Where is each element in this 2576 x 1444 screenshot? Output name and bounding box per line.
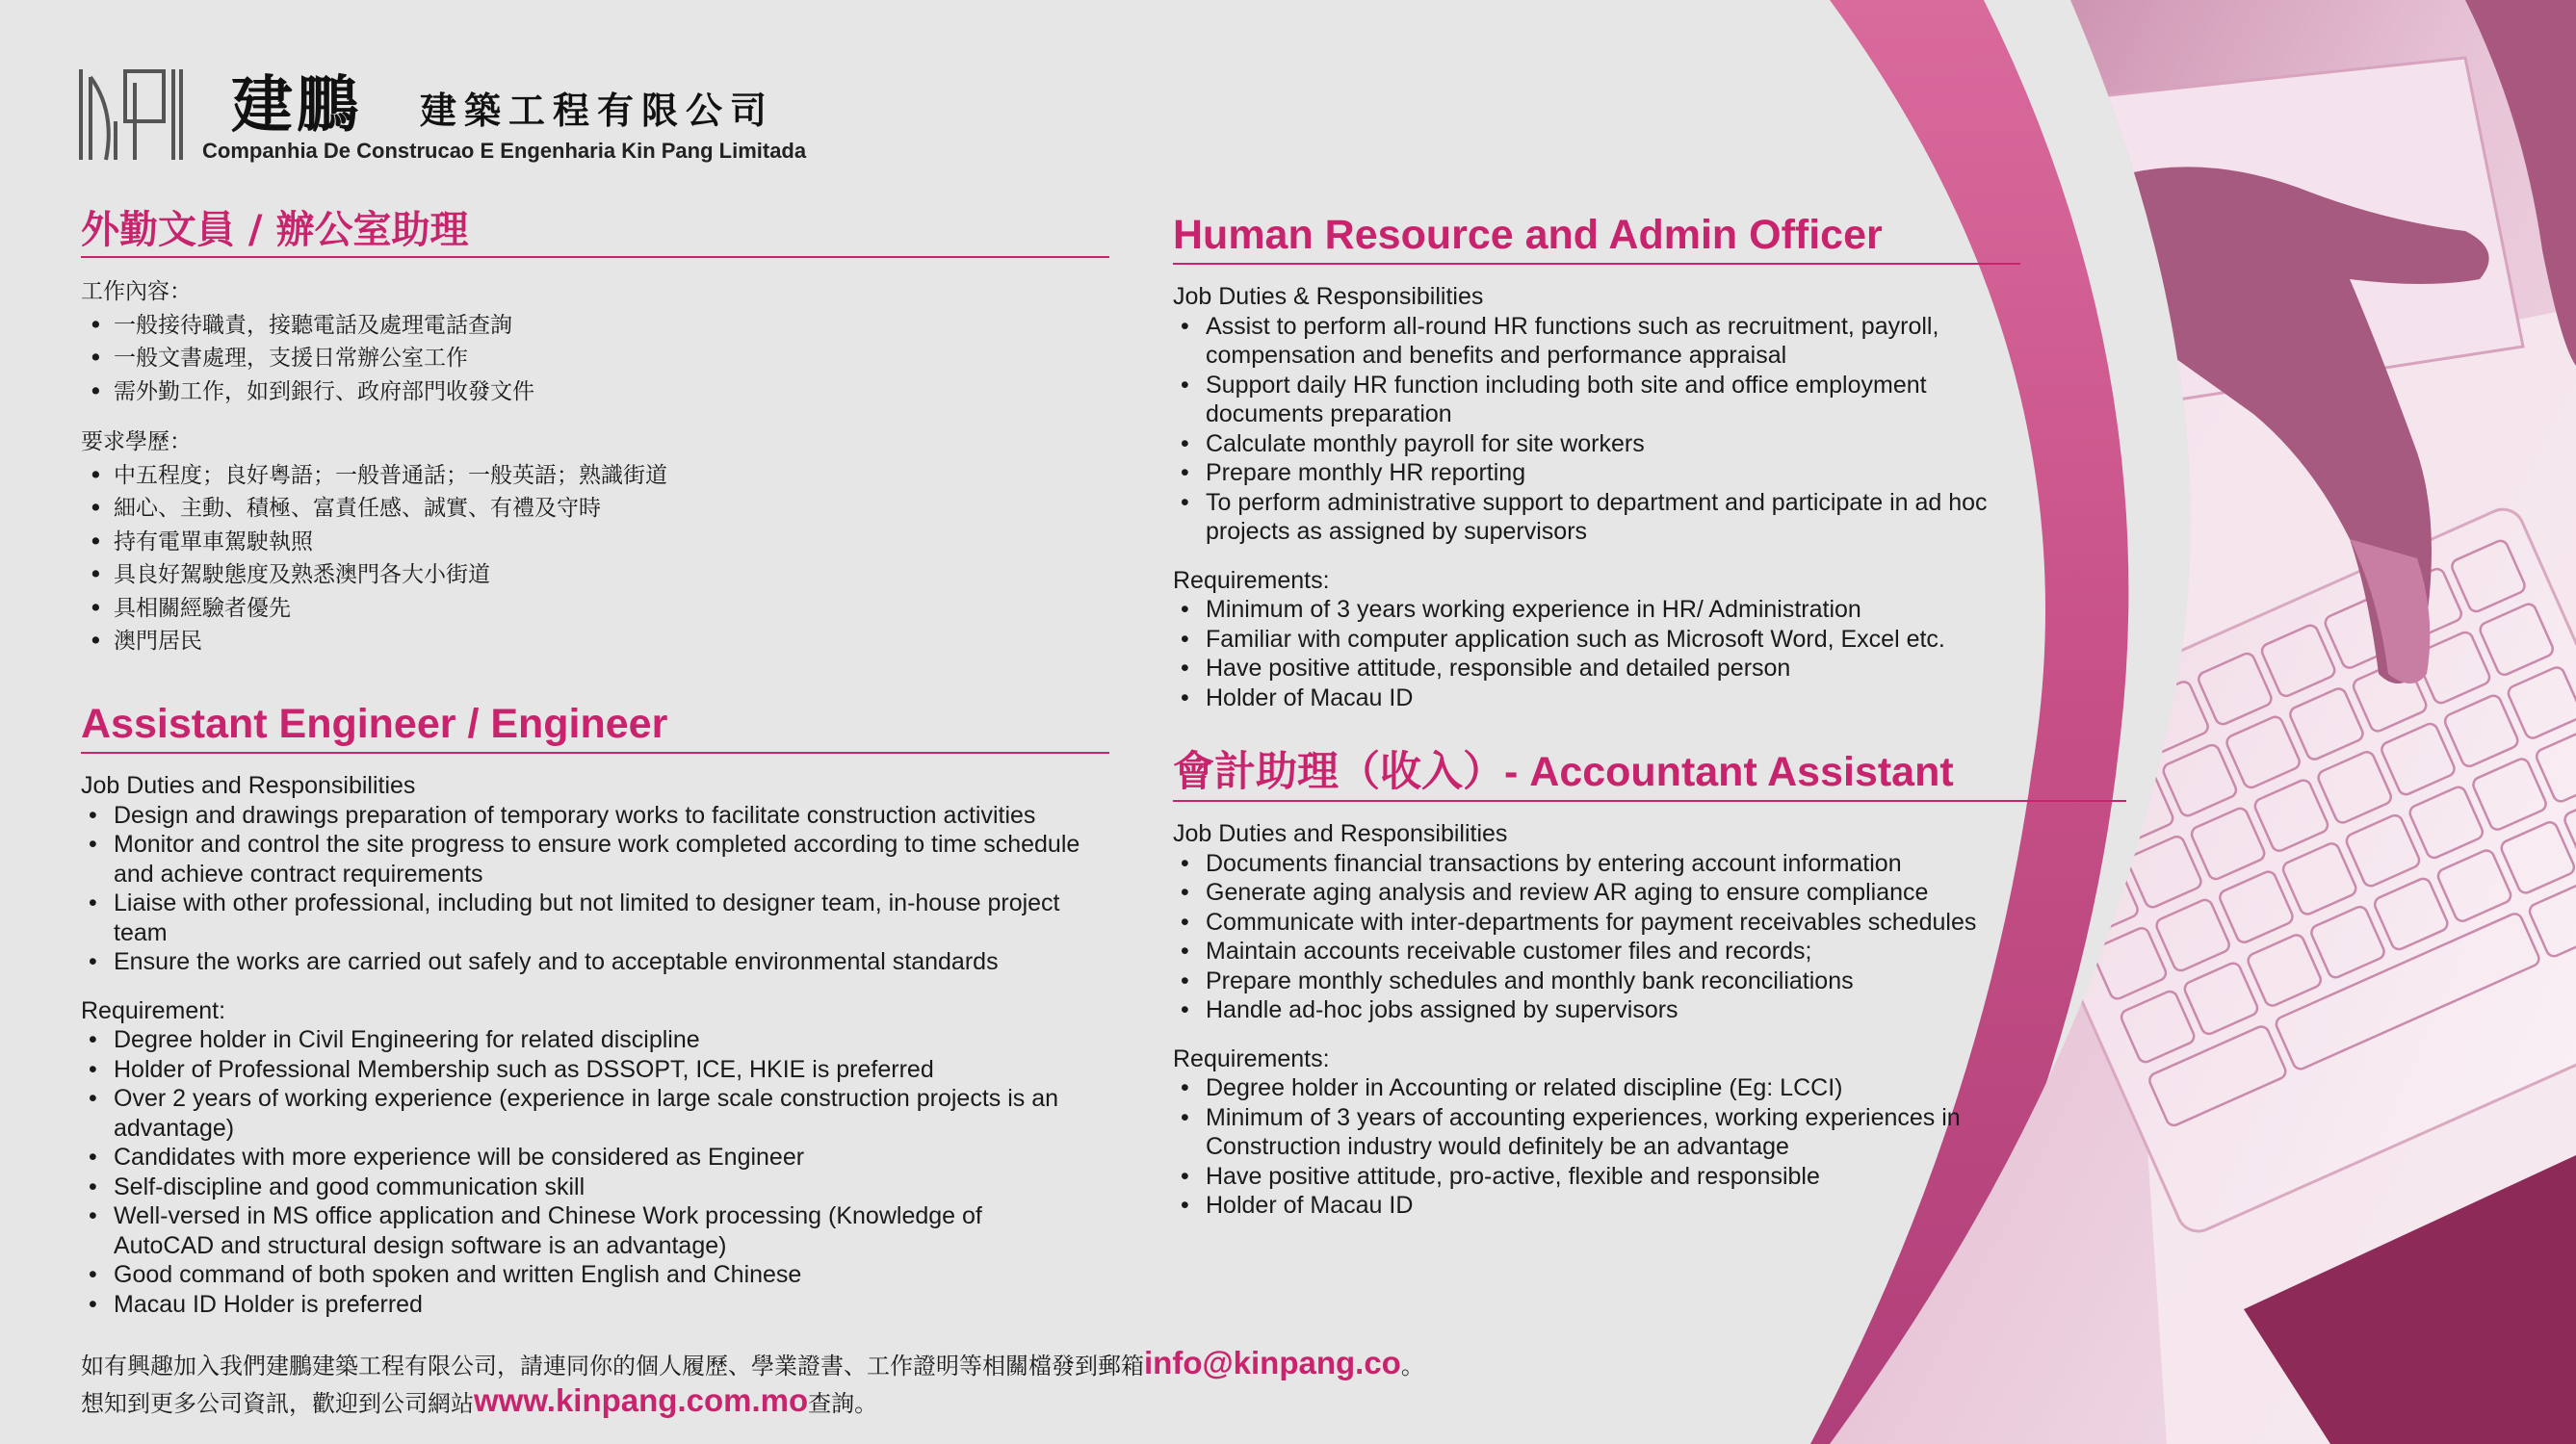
- list-item: • 具相關經驗者優先: [81, 592, 1109, 626]
- company-name-en: Companhia De Construcao E Engenharia Kin Pang Limitada: [202, 139, 807, 163]
- list-item: • 澳門居民: [81, 625, 1109, 658]
- footer-text: 如有興趣加入我們建鵬建築工程有限公司，請連同你的個人履歷、學業證書、工作證明等相關檔發到郵箱: [81, 1353, 1144, 1380]
- list-item: • 具良好駕駛態度及熟悉澳門各大小街道: [81, 558, 1109, 592]
- list-item: • Calculate monthly payroll for site workers: [1173, 429, 2020, 459]
- list-item: • Prepare monthly HR reporting: [1173, 458, 2020, 488]
- list-item: • Holder of Professional Membership such as DSSOPT, ICE, HKIE is preferred: [81, 1055, 1082, 1085]
- footer-contact: [81, 1346, 1424, 1421]
- requirements-list: [81, 1025, 1082, 1319]
- list-item: • Maintain accounts receivable customer files and records;: [1173, 937, 2040, 967]
- duties-heading: 工作內容：: [81, 279, 192, 304]
- list-item: • Over 2 years of working experience (experience in large scale construction projects is an advantage): [81, 1084, 1082, 1143]
- requirements-list: [1173, 1073, 2020, 1221]
- list-item: • Minimum of 3 years of accounting experiences, working experiences in Construction industry would definitely be an advantage: [1173, 1103, 2020, 1162]
- list-item: • Degree holder in Accounting or related discipline (Eg: LCCI): [1173, 1073, 2020, 1103]
- list-item: • Good command of both spoken and written English and Chinese: [81, 1260, 1082, 1290]
- requirements-heading: 要求學歷：: [81, 429, 192, 454]
- section-clerk: [81, 208, 1109, 658]
- list-item: • Ensure the works are carried out safely and to acceptable environmental standards: [81, 947, 1082, 977]
- footer-text: 查詢。: [808, 1390, 878, 1417]
- section-title: 會計助理（收入）- Accountant Assistant: [1173, 749, 1954, 795]
- section-title: Assistant Engineer / Engineer: [81, 701, 668, 747]
- section-engineer: [81, 701, 1109, 1319]
- section-title: Human Resource and Admin Officer: [1173, 212, 1883, 258]
- company-name-cn-sub: 建築工程有限公司: [420, 89, 775, 132]
- list-item: • Minimum of 3 years working experience in HR/ Administration: [1173, 595, 2020, 625]
- list-item: • 需外勤工作，如到銀行、政府部門收發文件: [81, 375, 1109, 409]
- list-item: • Degree holder in Civil Engineering for related discipline: [81, 1025, 1082, 1055]
- duties-list: [81, 309, 1109, 409]
- requirements-list: [81, 459, 1109, 658]
- duties-heading: Job Duties & Responsibilities: [1173, 283, 1484, 311]
- footer-text: 想知到更多公司資訊，歡迎到公司網站: [81, 1390, 474, 1417]
- duties-heading: Job Duties and Responsibilities: [1173, 820, 1508, 848]
- footer-line-1: [81, 1346, 1424, 1383]
- section-title: 外勤文員 / 辦公室助理: [81, 208, 469, 252]
- website-link[interactable]: www.kinpang.com.mo: [474, 1382, 809, 1418]
- kp-logo-icon: [77, 64, 185, 166]
- list-item: • 持有電單車駕駛執照: [81, 526, 1109, 559]
- list-item: • 一般文書處理，支援日常辦公室工作: [81, 342, 1109, 375]
- list-item: • To perform administrative support to department and participate in ad hoc projects as assigned by supervisors: [1173, 488, 2020, 547]
- list-item: • Documents financial transactions by entering account information: [1173, 849, 2040, 879]
- list-item: • Have positive attitude, responsible and detailed person: [1173, 654, 2020, 683]
- requirements-list: [1173, 595, 2020, 712]
- requirements-heading: Requirements:: [1173, 1044, 1330, 1072]
- list-item: • Self-discipline and good communication skill: [81, 1173, 1082, 1202]
- list-item: • Have positive attitude, pro-active, flexible and responsible: [1173, 1162, 2020, 1192]
- list-item: • Candidates with more experience will be considered as Engineer: [81, 1143, 1082, 1173]
- duties-list: [1173, 312, 2020, 547]
- list-item: • Monitor and control the site progress to ensure work completed according to time schedule and achieve contract requirements: [81, 830, 1082, 889]
- list-item: • Support daily HR function including both site and office employment documents preparation: [1173, 371, 2020, 429]
- duties-list: [1173, 849, 2040, 1025]
- list-item: • 細心、主動、積極、富責任感、誠實、有禮及守時: [81, 492, 1109, 526]
- list-item: • Macau ID Holder is preferred: [81, 1290, 1082, 1320]
- section-accountant: [1173, 749, 2136, 1221]
- duties-list: [81, 801, 1082, 977]
- list-item: • Communicate with inter-departments for payment receivables schedules: [1173, 908, 2040, 938]
- list-item: • 一般接待職責，接聽電話及處理電話查詢: [81, 309, 1109, 343]
- list-item: • Handle ad-hoc jobs assigned by supervisors: [1173, 995, 2040, 1025]
- footer-text: 。: [1400, 1353, 1424, 1380]
- list-item: • Prepare monthly schedules and monthly bank reconciliations: [1173, 967, 2040, 996]
- list-item: • Assist to perform all-round HR functions such as recruitment, payroll, compensation and benefits and performance appraisal: [1173, 312, 2020, 371]
- list-item: • Holder of Macau ID: [1173, 683, 2020, 713]
- list-item: • Design and drawings preparation of temporary works to facilitate construction activities: [81, 801, 1082, 831]
- list-item: • Liaise with other professional, including but not limited to designer team, in-house project team: [81, 889, 1082, 947]
- requirements-heading: Requirement:: [81, 996, 226, 1024]
- footer-line-2: [81, 1383, 1424, 1421]
- list-item: • Well-versed in MS office application and Chinese Work processing (Knowledge of AutoCAD and structural design software is an advantage): [81, 1201, 1082, 1260]
- section-hr: [1173, 212, 2020, 712]
- list-item: • Generate aging analysis and review AR aging to ensure compliance: [1173, 878, 2040, 908]
- list-item: • Familiar with computer application such as Microsoft Word, Excel etc.: [1173, 625, 2020, 655]
- duties-heading: Job Duties and Responsibilities: [81, 772, 416, 800]
- list-item: • Holder of Macau ID: [1173, 1191, 2020, 1221]
- requirements-heading: Requirements:: [1173, 566, 1330, 594]
- list-item: • 中五程度；良好粵語；一般普通話；一般英語；熟識街道: [81, 459, 1109, 493]
- email-link[interactable]: info@kinpang.co: [1144, 1345, 1401, 1380]
- company-name-cn: 建鵬: [231, 69, 362, 142]
